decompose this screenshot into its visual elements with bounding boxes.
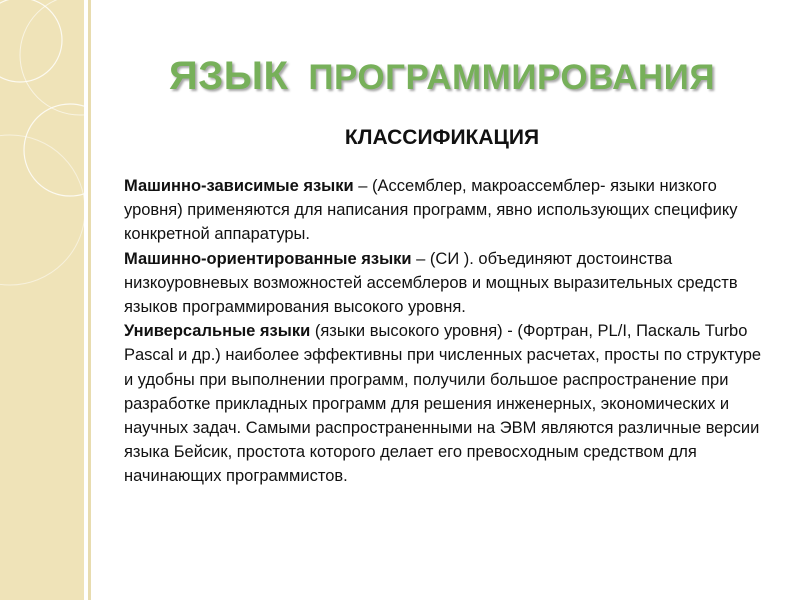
paragraph-text: – (СИ ). объединяют достоинства низкоуровневых возможностей ассемблеров и мощных выразительных средств языков программирования высокого уровня. bbox=[124, 249, 738, 317]
slide-title bbox=[92, 54, 792, 99]
term-label: Универсальные языки bbox=[124, 322, 311, 341]
slide-subtitle: КЛАССИФИКАЦИЯ bbox=[344, 126, 540, 149]
title-word-1: ЯЗЫК bbox=[168, 54, 289, 98]
paragraph-text: (языки высокого уровня) - (Фортран, PL/I, Паскаль Turbo Pascal и др.) наиболее эффективны при численных расчетах, просты по структуре и удобны при выполнении программ, получили большое распространение при разработке прикладных программ для решения инженерных, экономических и научных задач. Самыми распространенными на ЭВМ являются различные версии языка Бейсик, простота которого делает его превосходным средством для начинающих программистов. bbox=[124, 322, 762, 486]
paragraph-universal bbox=[124, 319, 764, 488]
decorative-side-panel bbox=[0, 0, 84, 600]
term-label: Машинно-ориентированные языки bbox=[124, 249, 412, 268]
paragraph-text: – (Ассемблер, макроассемблер- языки низкого уровня) применяются для написания программ, явно использующих специфику конкретной аппаратуры. bbox=[124, 177, 738, 244]
paragraph-machine-dependent bbox=[124, 174, 764, 247]
term-label: Машинно-зависимые языки bbox=[124, 177, 354, 195]
decorative-curves bbox=[0, 0, 84, 600]
paragraph-machine-oriented bbox=[124, 247, 764, 320]
decorative-stripe bbox=[88, 0, 91, 600]
title-word-2: ПРОГРАММИРОВАНИЯ bbox=[308, 58, 715, 97]
body-text bbox=[124, 174, 764, 489]
